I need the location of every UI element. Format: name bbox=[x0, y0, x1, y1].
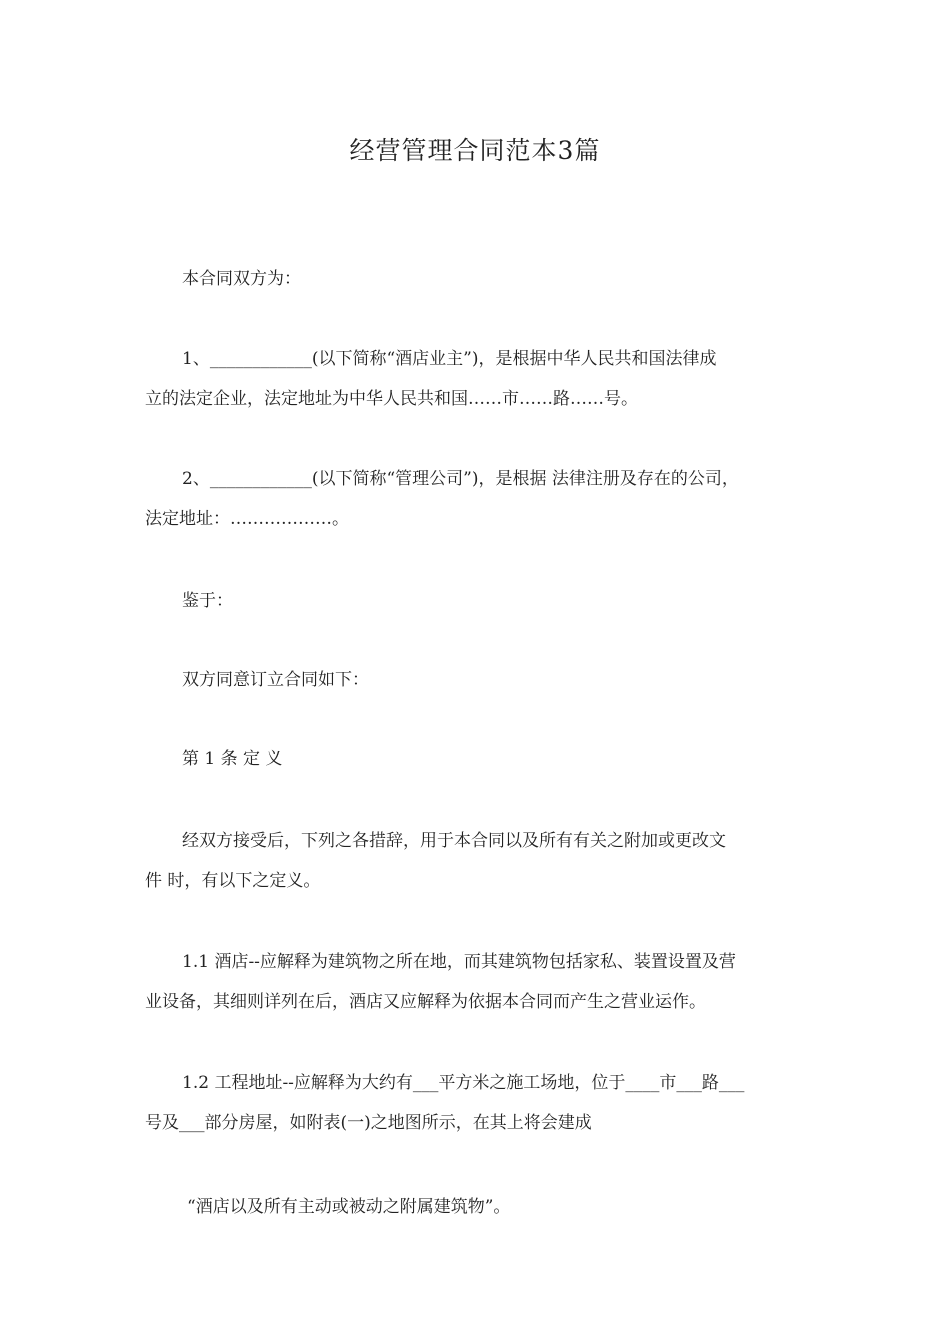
paragraph-line: 件 时，有以下之定义。 bbox=[145, 871, 321, 891]
paragraph-line: 业设备，其细则详列在后，酒店又应解释为依据本合同而产生之营业运作。 bbox=[145, 992, 706, 1012]
paragraph-line: 第 1 条 定 义 bbox=[182, 749, 283, 769]
paragraph-line: 本合同双方为： bbox=[182, 269, 301, 289]
paragraph-party-2 bbox=[145, 459, 817, 539]
paragraph-line: 号及___部分房屋，如附表(一)之地图所示，在其上将会建成 bbox=[145, 1113, 592, 1133]
paragraph-line: 2、____________(以下简称“管理公司”)，是根据 法律注册及存在的公司， bbox=[182, 469, 739, 489]
article-1-heading bbox=[145, 739, 817, 779]
paragraph-line: 1、____________(以下简称“酒店业主”)，是根据中华人民共和国法律成 bbox=[182, 349, 717, 369]
paragraph-line: 立的法定企业，法定地址为中华人民共和国……市……路……号。 bbox=[145, 389, 638, 409]
paragraph-parties-intro bbox=[145, 259, 817, 299]
clause-1-2 bbox=[145, 1063, 817, 1143]
paragraph-line: 鉴于： bbox=[182, 591, 233, 611]
paragraph-line: “酒店以及所有主动或被动之附属建筑物”。 bbox=[187, 1197, 511, 1217]
clause-1-1 bbox=[145, 942, 817, 1022]
paragraph-line: 经双方接受后，下列之各措辞，用于本合同以及所有有关之附加或更改文 bbox=[182, 831, 726, 851]
paragraph-line: 1.1 酒店--应解释为建筑物之所在地，而其建筑物包括家私、装置设置及营 bbox=[182, 952, 736, 972]
paragraph-line: 法定地址：………………。 bbox=[145, 509, 349, 529]
paragraph-whereas bbox=[145, 581, 817, 621]
paragraph-party-1 bbox=[145, 339, 817, 419]
paragraph-line: 1.2 工程地址--应解释为大约有___平方米之施工场地，位于____市___路___ bbox=[182, 1073, 745, 1093]
document-title: 经营管理合同范本3篇 bbox=[349, 136, 601, 165]
paragraph-line: 双方同意订立合同如下： bbox=[182, 670, 369, 690]
paragraph-agreement bbox=[145, 660, 817, 700]
clause-1-2-continuation bbox=[145, 1187, 817, 1227]
paragraph-definitions-intro bbox=[145, 821, 817, 901]
